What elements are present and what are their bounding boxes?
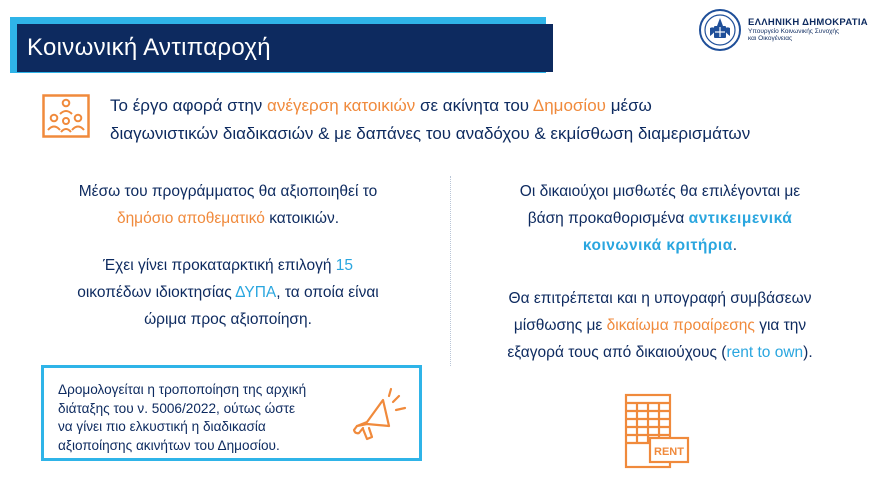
right-column — [460, 178, 860, 366]
public-reserve-highlight: δημόσιο αποθεματικό — [116, 210, 265, 227]
left-paragraph-2: Έχει γίνει προκαταρκτική επιλογή 15 οικοπέδων ιδιοκτησίας ΔΥΠΑ, τα οποία είναι ώριμα προς αξιοποίηση. — [77, 257, 379, 328]
intro-line-1: Το έργο αφορά στην ανέγερση κατοικιών σε ακίνητα του Δημοσίου μέσω — [110, 96, 652, 115]
amendment-note-text: Δρομολογείται η τροποποίηση της αρχική διάταξης του ν. 5006/2022, ούτως ώστε να γίνει πιο ελκυστική η διαδικασία αξιοποίησης ακινήτων του Δημοσίου. — [58, 382, 307, 453]
rent-label: RENT — [654, 446, 684, 458]
plots-count: 15 — [335, 257, 353, 274]
intro-line-2: διαγωνιστικών διαδικασιών & με δαπάνες του αναδόχου & εκμίσθωση διαμερισμάτων — [110, 124, 751, 143]
ministry-logo — [698, 8, 878, 52]
title-bar — [17, 24, 553, 72]
intro-highlight-public: Δημοσίου — [532, 96, 606, 115]
objective-highlight: αντικειμενικά — [688, 210, 793, 227]
megaphone-icon — [349, 386, 411, 444]
option-right-highlight: δικαίωμα προαίρεσης — [606, 317, 755, 334]
greek-seal-icon — [698, 8, 742, 52]
left-column — [40, 178, 416, 333]
intro-section — [42, 92, 862, 148]
amendment-note-box — [41, 365, 422, 461]
right-paragraph-2: Θα επιτρέπεται και η υπογραφή συμβάσεων μίσθωσης με δικαίωμα προαίρεσης για την εξαγορά τους από δικαιούχους (rent to own). — [507, 290, 813, 361]
rent-building-icon — [622, 392, 692, 470]
logo-subtitle-2: και Οικογένειας — [748, 35, 793, 43]
page-title: Κοινωνική Αντιπαροχή — [27, 34, 271, 61]
community-people-icon — [42, 94, 90, 138]
rent-to-own-highlight: rent to own — [726, 344, 804, 361]
logo-name: ΕΛΛΗΝΙΚΗ ΔΗΜΟΚΡΑΤΙΑ — [748, 16, 868, 28]
column-divider — [450, 176, 451, 366]
intro-highlight-housing: ανέγερση κατοικιών — [267, 96, 416, 115]
logo-subtitle: Υπουργείο Κοινωνικής Συνοχής — [748, 28, 840, 36]
social-criteria-highlight: κοινωνικά κριτήρια — [582, 237, 733, 254]
left-paragraph-1: Μέσω του προγράμματος θα αξιοποιηθεί το δημόσιο αποθεματικό κατοικιών. — [78, 183, 378, 227]
dypa-highlight: ΔΥΠΑ — [235, 284, 277, 301]
right-paragraph-1: Οι δικαιούχοι μισθωτές θα επιλέγονται με βάση προκαθορισμένα αντικειμενικά κοινωνικά κριτήρια. — [519, 183, 801, 254]
